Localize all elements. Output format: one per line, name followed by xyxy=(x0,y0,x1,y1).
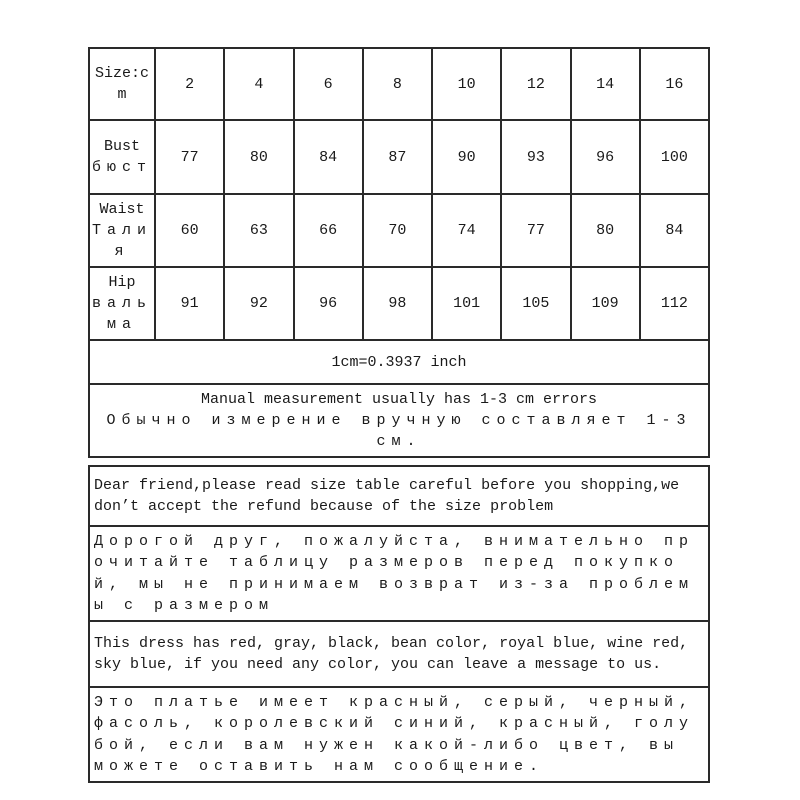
size-warning-en-box xyxy=(88,465,710,527)
hip-value: 105 xyxy=(501,267,570,340)
size-unit-label: Size:cm xyxy=(89,48,155,120)
waist-value: 74 xyxy=(432,194,501,267)
size-value: 8 xyxy=(363,48,432,120)
measurement-note-en: Manual measurement usually has 1-3 cm errors xyxy=(200,391,598,408)
waist-value: 84 xyxy=(640,194,709,267)
bust-row xyxy=(89,120,709,194)
waist-value: 80 xyxy=(571,194,640,267)
size-value: 14 xyxy=(571,48,640,120)
bust-value: 90 xyxy=(432,120,501,194)
size-header-row xyxy=(89,48,709,120)
waist-value: 70 xyxy=(363,194,432,267)
bust-value: 84 xyxy=(294,120,363,194)
size-warning-ru-text: Дорогой друг, пожалуйста, внимательно прочитайте таблицу размеров перед покупкой, мы не принимаем возврат из-за проблемы с размером xyxy=(94,533,695,614)
waist-value: 77 xyxy=(501,194,570,267)
size-value: 6 xyxy=(294,48,363,120)
color-info-en-text: This dress has red, gray, black, bean color, royal blue, wine red, sky blue, if you need any color, you can leave a message to us. xyxy=(94,634,689,674)
waist-label xyxy=(89,194,155,267)
measurement-note-ru: Обычно измерение вручную составляет 1-3 см. xyxy=(106,412,692,450)
waist-value: 66 xyxy=(294,194,363,267)
size-table xyxy=(88,47,710,458)
size-chart-sheet xyxy=(88,47,710,783)
bust-label-ru: бюст xyxy=(92,159,153,176)
conversion-row xyxy=(89,340,709,384)
hip-label xyxy=(89,267,155,340)
size-warning-ru-box xyxy=(88,525,710,622)
hip-value: 112 xyxy=(640,267,709,340)
hip-value: 101 xyxy=(432,267,501,340)
bust-value: 87 xyxy=(363,120,432,194)
conversion-note: 1cm=0.3937 inch xyxy=(89,340,709,384)
bust-value: 96 xyxy=(571,120,640,194)
waist-value: 63 xyxy=(224,194,293,267)
size-value: 10 xyxy=(432,48,501,120)
measurement-note-row xyxy=(89,384,709,457)
size-value: 12 xyxy=(501,48,570,120)
hip-label-en: Hip xyxy=(108,274,136,291)
bust-label xyxy=(89,120,155,194)
waist-row xyxy=(89,194,709,267)
hip-row xyxy=(89,267,709,340)
bust-label-en: Bust xyxy=(103,138,140,155)
waist-label-en: Waist xyxy=(99,201,145,218)
hip-label-ru: вальма xyxy=(92,295,153,333)
hip-value: 91 xyxy=(155,267,224,340)
hip-value: 98 xyxy=(363,267,432,340)
color-info-en-box xyxy=(88,620,710,688)
size-value: 16 xyxy=(640,48,709,120)
color-info-ru-box xyxy=(88,686,710,783)
size-value: 4 xyxy=(224,48,293,120)
bust-value: 100 xyxy=(640,120,709,194)
bust-value: 77 xyxy=(155,120,224,194)
bust-value: 80 xyxy=(224,120,293,194)
size-value: 2 xyxy=(155,48,224,120)
hip-value: 96 xyxy=(294,267,363,340)
bust-value: 93 xyxy=(501,120,570,194)
size-warning-en-text: Dear friend,please read size table careful before you shopping,we don’t accept the refund because of the size problem xyxy=(94,476,680,515)
hip-value: 109 xyxy=(571,267,640,340)
color-info-ru-text: Это платье имеет красный, серый, черный, фасоль, королевский синий, красный, голубой, если вам нужен какой-либо цвет, вы можете оставить нам сообщение. xyxy=(94,694,695,776)
waist-label-ru: Талия xyxy=(92,222,153,260)
hip-value: 92 xyxy=(224,267,293,340)
waist-value: 60 xyxy=(155,194,224,267)
measurement-note xyxy=(89,384,709,457)
